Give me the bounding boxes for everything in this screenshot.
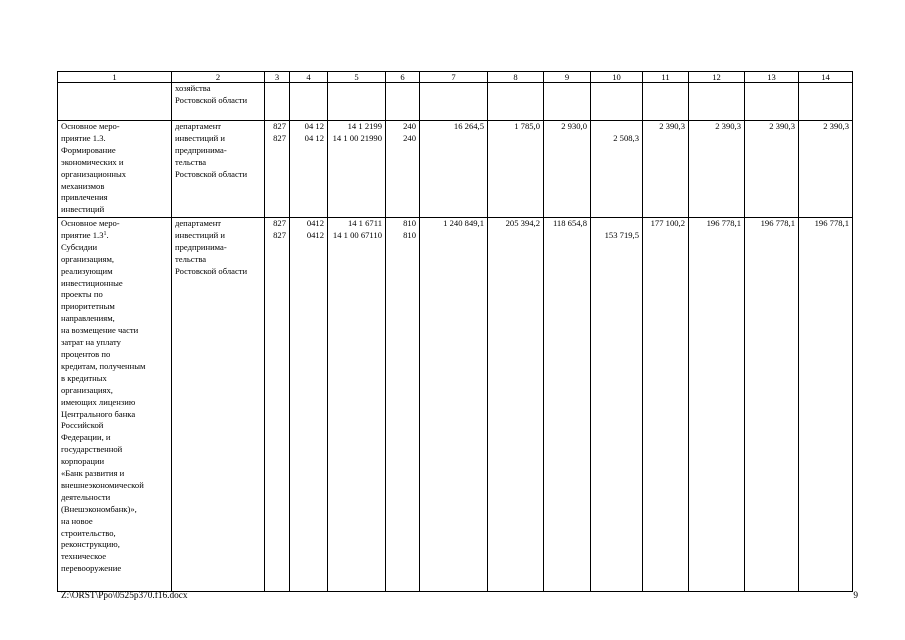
cell-value: 2 930,0 [544,121,591,218]
page-number: 9 [853,591,858,601]
col-header-6: 6 [386,72,420,83]
cell-value: 177 100,2 [643,218,689,592]
cell-value: 1 785,0 [488,121,544,218]
measure-description: . Субсидии организациям, реализующим инвестиционные проекты по приоритетным направлениям, на возмещение части затрат на уплату процентов по кредитам, полученным в кредитных организациях, имеющих лицензию Центрального банка Российской Федерации, и государственной корпорации «Банк развития и внешнеэкономической деятельности (Внешэкономбанк)», на новое строительство, реконструкцию, техническое перевооружение [61,229,146,574]
table-row [58,83,853,121]
col-header-4: 4 [290,72,328,83]
file-path: Z:\ORST\Ppo\0525p370.f16.docx [61,591,188,601]
cell [488,83,544,121]
cell [689,83,745,121]
cell-value: 196 778,1 [689,218,745,592]
col-header-14: 14 [799,72,853,83]
cell-total: 1 240 849,1 [420,218,488,592]
col-header-10: 10 [591,72,643,83]
cell-value: 196 778,1 [745,218,799,592]
col-header-2: 2 [172,72,265,83]
cell [799,83,853,121]
cell-csr: 14 1 6711 14 1 00 67110 [328,218,386,592]
cell-rzpr: 0412 0412 [290,218,328,592]
cell [643,83,689,121]
cell [544,83,591,121]
cell-executor: департамент инвестиций и предпринима- тельства Ростовской области [172,218,265,592]
col-header-11: 11 [643,72,689,83]
cell [420,83,488,121]
cell-value: 153 719,5 [591,218,643,592]
cell-grbs: 827 827 [265,121,290,218]
cell-value: 2 390,3 [745,121,799,218]
table-row [58,218,853,592]
cell [591,83,643,121]
cell-vr: 810 810 [386,218,420,592]
cell [386,83,420,121]
cell-value: 2 390,3 [643,121,689,218]
footnote-mark: 1 [103,230,107,237]
cell-total: 16 264,5 [420,121,488,218]
cell [290,83,328,121]
col-header-13: 13 [745,72,799,83]
cell-measure-name [58,218,172,592]
cell-vr: 240 240 [386,121,420,218]
measure-title: Основное меро- приятие 1.3 [61,218,120,240]
cell-rzpr: 04 12 04 12 [290,121,328,218]
cell [745,83,799,121]
table-row [58,121,853,218]
col-header-9: 9 [544,72,591,83]
col-header-12: 12 [689,72,745,83]
cell-value: 196 778,1 [799,218,853,592]
cell-value: 205 394,2 [488,218,544,592]
cell-executor: хозяйства Ростовской области [172,83,265,121]
cell [58,83,172,121]
col-header-3: 3 [265,72,290,83]
col-header-1: 1 [58,72,172,83]
cell [265,83,290,121]
col-header-7: 7 [420,72,488,83]
column-number-row [58,72,853,83]
cell-csr: 14 1 2199 14 1 00 21990 [328,121,386,218]
col-header-5: 5 [328,72,386,83]
cell-grbs: 827 827 [265,218,290,592]
cell [328,83,386,121]
cell-value: 2 390,3 [799,121,853,218]
cell-measure-name: Основное меро- приятие 1.3. Формирование экономических и организационных механизмов привлечения инвестиций [58,121,172,218]
cell-value: 118 654,8 [544,218,591,592]
cell-executor: департамент инвестиций и предпринима- тельства Ростовской области [172,121,265,218]
cell-value: 2 508,3 [591,121,643,218]
cell-value: 2 390,3 [689,121,745,218]
col-header-8: 8 [488,72,544,83]
budget-table [57,71,853,592]
